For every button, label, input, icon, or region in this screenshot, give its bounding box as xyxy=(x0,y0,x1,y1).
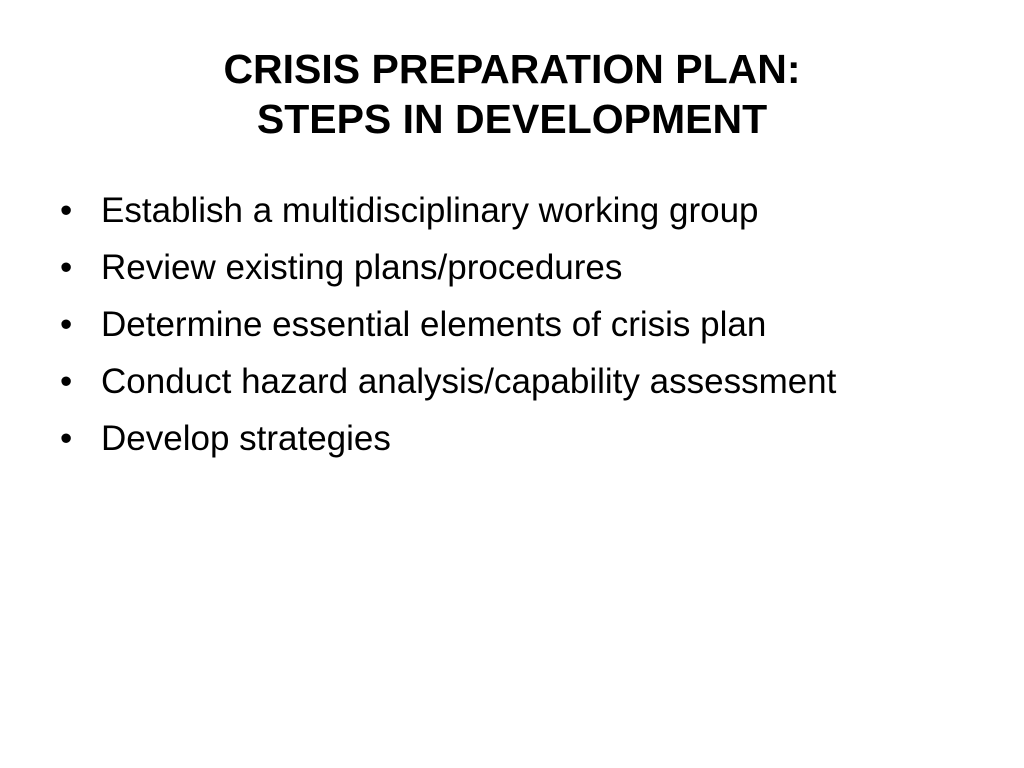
bullet-text: Develop strategies xyxy=(101,419,391,458)
bullet-text: Conduct hazard analysis/capability assessment xyxy=(101,362,837,401)
bullet-text: Establish a multidisciplinary working group xyxy=(101,191,759,230)
bullet-icon: • xyxy=(60,419,73,458)
bullet-icon: • xyxy=(60,305,73,344)
bullet-icon: • xyxy=(60,248,73,287)
slide-title xyxy=(0,44,1024,144)
bullet-icon: • xyxy=(60,362,73,401)
bullet-text: Review existing plans/procedures xyxy=(101,248,623,287)
bullet-text: Determine essential elements of crisis plan xyxy=(101,305,767,344)
bullet-icon: • xyxy=(60,191,73,230)
title-line-1: CRISIS PREPARATION PLAN: xyxy=(223,46,801,92)
title-line-2: STEPS IN DEVELOPMENT xyxy=(256,96,768,142)
